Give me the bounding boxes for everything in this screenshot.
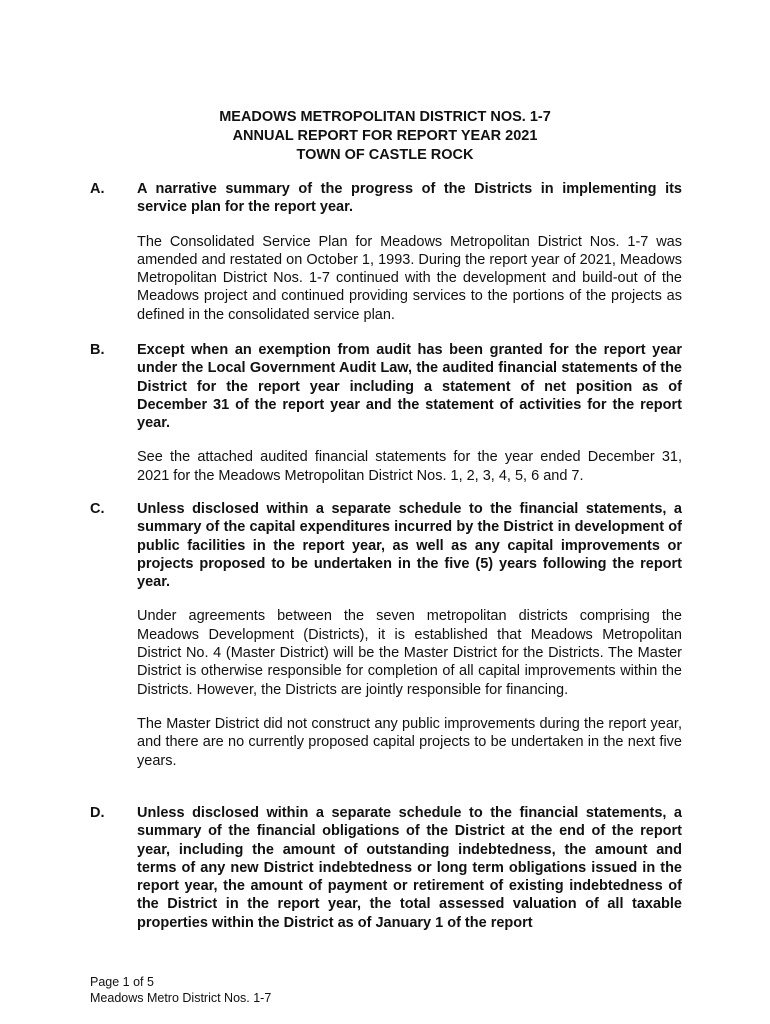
section-a (90, 180, 682, 324)
section-b (90, 341, 682, 485)
page-footer (90, 975, 271, 1006)
section-d-body (137, 804, 682, 932)
document-title (0, 108, 770, 165)
section-c-paragraph-1: Under agreements between the seven metropolitan districts comprising the Meadows Development (Districts), it is established that Meadows Metropolitan District No. 4 (Master District) will be the Master District for the Districts. The Master District is otherwise responsible for completion of all capital improvements within the Districts. However, the Districts are jointly responsible for financing. (137, 608, 682, 698)
title-line-2: ANNUAL REPORT FOR REPORT YEAR 2021 (232, 128, 538, 144)
section-c (90, 500, 682, 770)
section-d (90, 804, 682, 932)
section-b-paragraph-1: See the attached audited financial statements for the year ended December 31, 2021 for the Meadows Metropolitan District Nos. 1, 2, 3, 4, 5, 6 and 7. (137, 449, 682, 484)
section-a-paragraph-1: The Consolidated Service Plan for Meadows Metropolitan District Nos. 1-7 was amended and restated on October 1, 1993. During the report year of 2021, Meadows Metropolitan District Nos. 1-7 continued with the development and build-out of the Meadows project and continued providing services to the portions of the projects as defined in the consolidated service plan. (137, 233, 682, 323)
section-d-heading: Unless disclosed within a separate schedule to the financial statements, a summary of the financial obligations of the District at the end of the report year, including the amount of outstanding indebtedness, the amount and terms of any new District indebtedness or long term obligations issued in the report year, the amount of payment or retirement of existing indebtedness of the District in the report year, the total assessed valuation of all taxable properties within the District as of January 1 of the report (137, 805, 682, 931)
section-a-body (137, 180, 682, 324)
section-a-heading: A narrative summary of the progress of the Districts in implementing its service plan for the report year. (137, 181, 682, 216)
section-c-letter: C. (90, 501, 105, 517)
title-line-3: TOWN OF CASTLE ROCK (296, 147, 474, 163)
section-c-paragraph-2: The Master District did not construct any public improvements during the report year, and there are no currently proposed capital projects to be undertaken in the next five years. (137, 715, 682, 769)
title-line-1: MEADOWS METROPOLITAN DISTRICT NOS. 1-7 (219, 109, 551, 125)
section-b-body (137, 341, 682, 485)
section-b-letter: B. (90, 342, 105, 358)
section-c-body (137, 500, 682, 770)
footer-page-number: Page 1 of 5 (90, 975, 154, 989)
section-a-letter: A. (90, 181, 105, 197)
section-d-letter: D. (90, 805, 105, 821)
section-b-heading: Except when an exemption from audit has been granted for the report year under the Local Government Audit Law, the audited financial statements of the District for the report year including a statement of net position as of December 31 of the report year and the statement of activities for the report year. (137, 342, 682, 432)
section-c-heading: Unless disclosed within a separate schedule to the financial statements, a summary of the capital expenditures incurred by the District in development of public facilities in the report year, as well as any capital improvements or projects proposed to be undertaken in the five (5) years following the report year. (137, 501, 682, 591)
footer-document-name: Meadows Metro District Nos. 1-7 (90, 990, 272, 1005)
